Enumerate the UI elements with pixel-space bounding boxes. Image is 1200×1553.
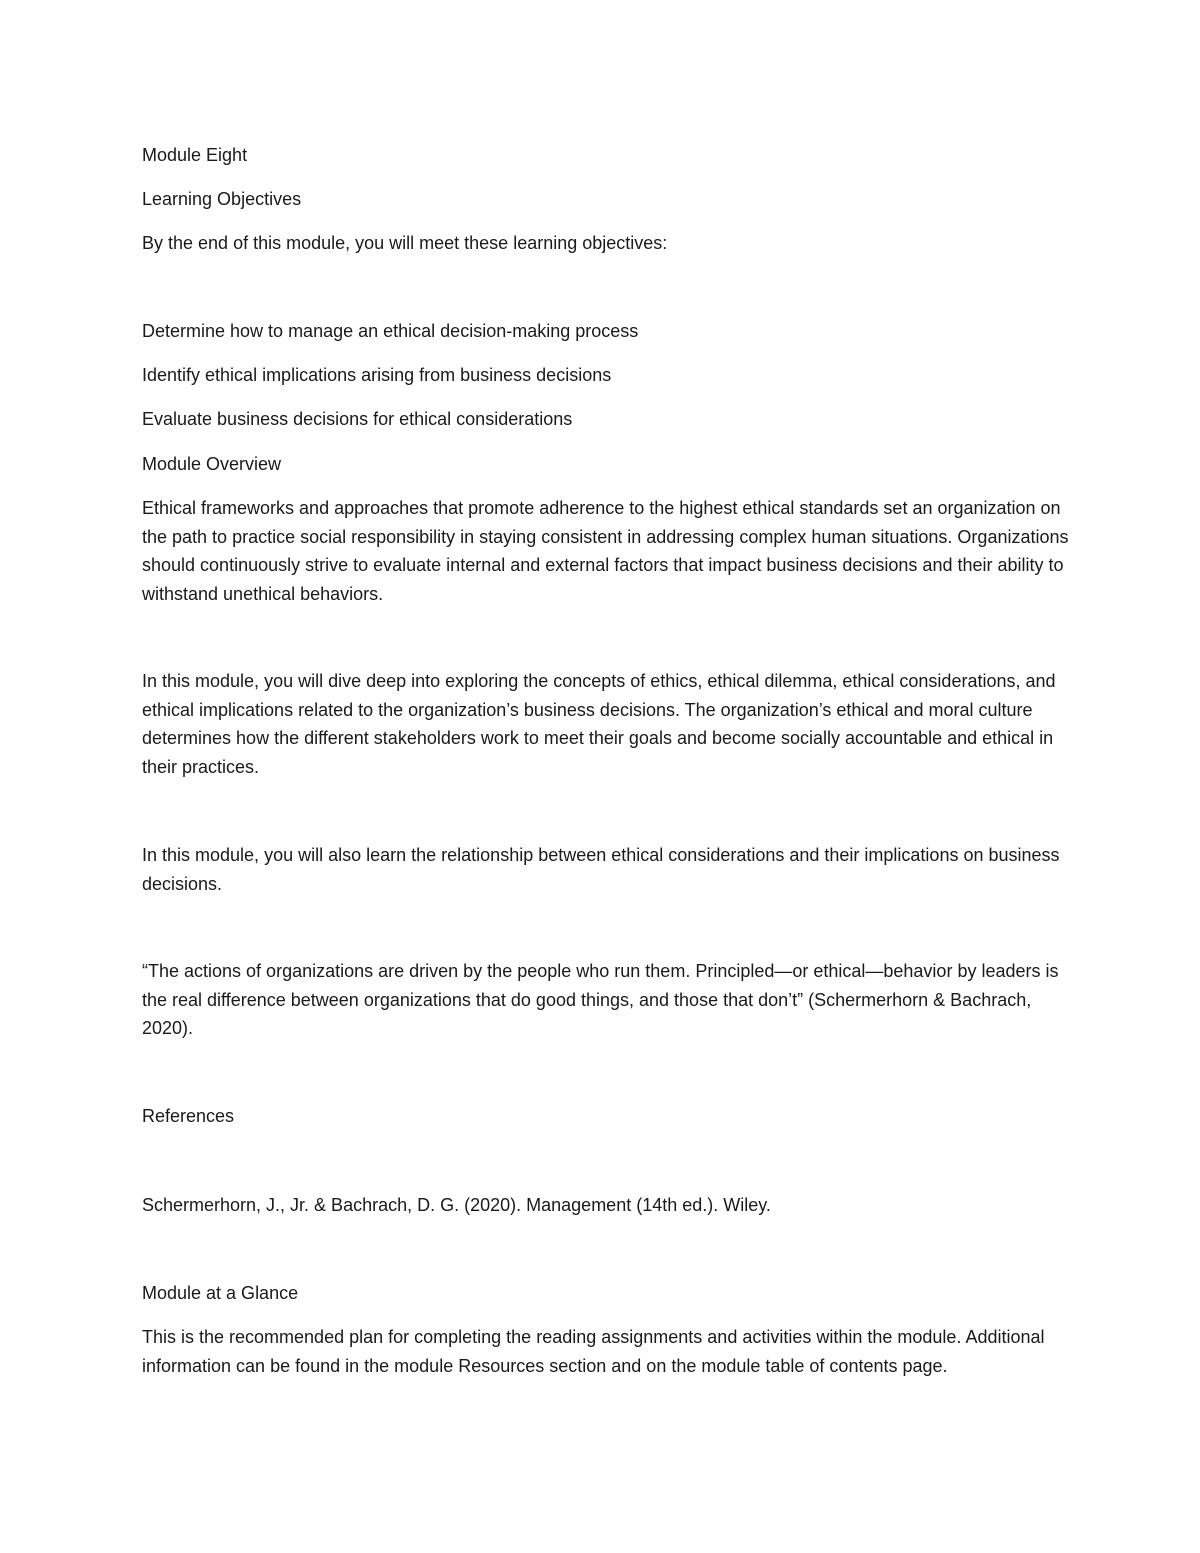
quote-paragraph: “The actions of organizations are driven by the people who run them. Principled—or ethical—behavior by leaders is the real difference between organizations that do good things, and those that don’t” (Schermerhorn & Bachrach, 2020).	[142, 961, 1059, 1039]
overview-paragraph: In this module, you will dive deep into exploring the concepts of ethics, ethical dilemma, ethical considerations, and ethical implications related to the organization’s business decisions. The organization’s ethical and moral culture determines how the different stakeholders work to meet their goals and become socially accountable and ethical in their practices.	[142, 671, 1056, 777]
objective-item: Evaluate business decisions for ethical considerations	[142, 409, 573, 429]
document-title: Module Eight	[142, 145, 248, 165]
references-heading: References	[142, 1106, 235, 1126]
reference-entry: Schermerhorn, J., Jr. & Bachrach, D. G. (2020). Management (14th ed.). Wiley.	[142, 1195, 771, 1215]
objectives-heading: Learning Objectives	[142, 189, 302, 209]
objectives-intro: By the end of this module, you will meet these learning objectives:	[142, 233, 668, 253]
glance-paragraph: This is the recommended plan for completing the reading assignments and activities within the module. Additional information can be found in the module Resources section and on the module table of contents page.	[142, 1327, 1045, 1376]
glance-heading: Module at a Glance	[142, 1283, 299, 1303]
overview-paragraph: Ethical frameworks and approaches that promote adherence to the highest ethical standards set an organization on the path to practice social responsibility in staying consistent in addressing complex human situations. Organizations should continuously strive to evaluate internal and external factors that impact business decisions and their ability to withstand unethical behaviors.	[142, 498, 1069, 604]
overview-heading: Module Overview	[142, 454, 282, 474]
objective-item: Identify ethical implications arising from business decisions	[142, 365, 612, 385]
objective-item: Determine how to manage an ethical decision-making process	[142, 321, 639, 341]
overview-paragraph: In this module, you will also learn the relationship between ethical considerations and their implications on business decisions.	[142, 845, 1060, 894]
